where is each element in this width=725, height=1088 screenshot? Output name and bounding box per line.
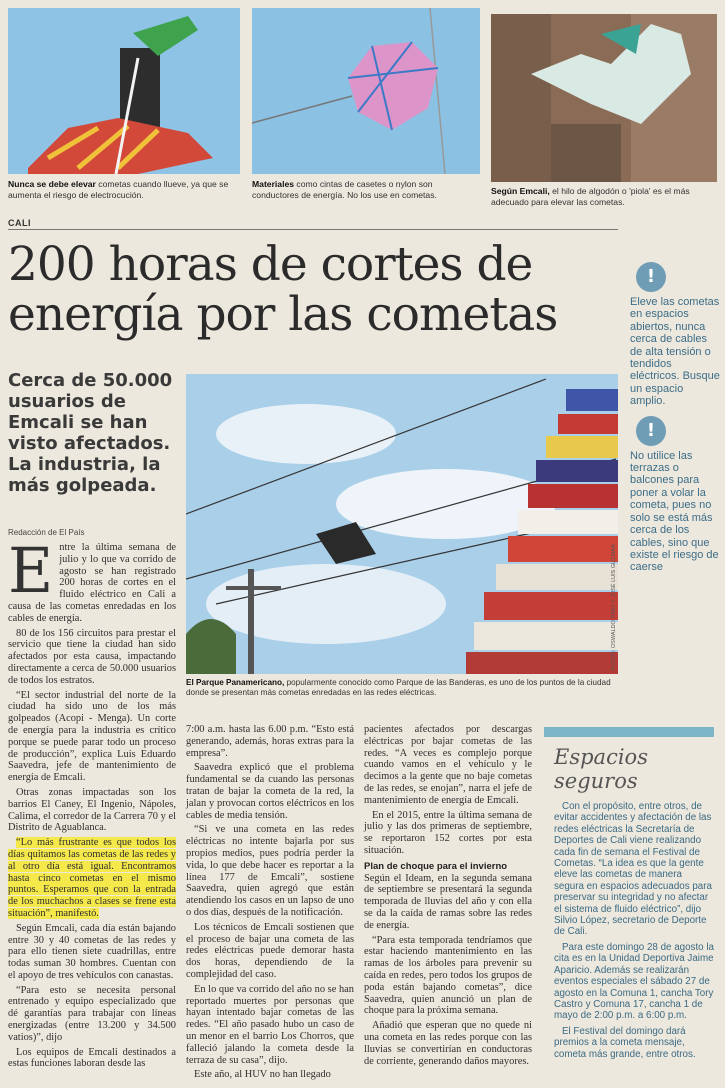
sidebar-accent-bar [544, 727, 714, 737]
exclamation-icon: ! [636, 416, 666, 446]
byline: Redacción de El País [8, 528, 85, 537]
article-paragraph: Este año, al HUV no han llegado [194, 1069, 331, 1081]
article-paragraph: “Si ve una cometa en las redes eléctricas no intente bajarla por sus propios medios, pues podría perder la vida, lo que debe hacer es reportar a la línea 177 de Emcali”, sostiene Saavedra, quien agregó que están atendiendo los casos en un lapso de uno o dos días, después de la notificación. [186, 824, 354, 918]
article-paragraph: Añadió que esperan que no quede ni una cometa en las redes porque con las lluvias se convertirían en conductoras de corriente, generando daños mayores. [364, 1020, 532, 1067]
article-paragraph: Según el Ideam, en la segunda semana de septiembre se presentará la segunda temporada de lluvias del año y con ella se da la caída de ramas sobre las redes de energía. [364, 872, 532, 931]
article-paragraph: pacientes afectados por descargas eléctricas por bajar cometas de las redes. “A veces es complejo porque cuando vamos en el vehículo y le decimos a la gente que no baje cometas de las redes, se enojan”, narra el jefe de mantenimiento de energía de Emcali. [364, 724, 532, 806]
article-paragraph: 80 de los 156 circuitos para prestar el servicio que tiene la ciudad han sido afectados por esta causa, impactando directamente a cerca de 50.000 usuarios de todos los estratos. [8, 627, 176, 686]
photo-kite-sky [252, 8, 480, 174]
article-paragraph: “Para esto se necesita personal entrenado y equipo especializado que dé garantías para trabajar con líneas energizadas (entre 13.200 y 34.500 vatios)”, dijo [8, 984, 176, 1043]
article-column-2 [186, 724, 354, 1084]
photo-caption-cotton: Según Emcali, el hilo de algodón o 'piola' es el más adecuado para elevar las cometas. [491, 186, 690, 207]
exclamation-icon: ! [636, 262, 666, 292]
sidebar-body [544, 801, 714, 1060]
tip-text: Eleve las cometas en espacios abiertos, nunca cerca de cables de alta tensión o tendidos eléctricos. Busque un espacio amplio. [630, 296, 720, 408]
article-paragraph: Los equipos de Emcali destinados a estas funciones laboran desde las [8, 1046, 176, 1070]
article-subheading: Plan de choque para el invierno [364, 860, 508, 872]
section-divider [8, 229, 618, 230]
sidebar-title: Espacios seguros [554, 745, 648, 793]
highlighted-quote: “Lo más frustrante es que todos los días quitamos las cometas de las redes y al otro día está igual. Encontramos hasta cinco cometas en el mismo puntos. Esperamos que con la entrada de los muchachos a clases se frene esta situación”, manifestó. [8, 837, 176, 919]
subheadline: Cerca de 50.000 usuarios de Emcali se han visto afectados. La industria, la más golpeada. [8, 370, 173, 496]
article-paragraph: Entre la última semana de julio y lo que va corrido de agosto se han registrado 200 horas de cortes en el fluido eléctrico en Cali a causa de las cometas enredadas en los cables de energía. [8, 534, 176, 624]
photo-kite-building [491, 14, 717, 182]
drop-cap: E [8, 534, 54, 607]
headline [8, 237, 608, 342]
article-paragraph: Otras zonas impactadas son los barrios El Caney, El Ingenio, Nápoles, Calima, el corredor de la Carrera 70 y el Distrito de Aguablanca. [8, 786, 176, 834]
headline-line-2: energía por las cometas [8, 287, 558, 342]
article-column-1 [8, 534, 176, 1073]
article-paragraph: 7:00 a.m. hasta las 6.00 p.m. “Esto está generando, además, horas extras para la empresa”. [186, 724, 354, 759]
photo-caption-materials: Materiales como cintas de casetes o nylon son conductores de energía. No los use en cometas. [252, 179, 437, 200]
article-paragraph: “El sector industrial del norte de la ciudad ha sido uno de los más golpeados (Acopi - Menga). Un corte de energía para la industria es crítico porque se puede parar todo un proceso de producción”, explica Luis Eduardo Saavedra, jefe de mantenimiento de energía de Emcali. [8, 689, 176, 784]
photo-caption-rain: Nunca se debe elevar cometas cuando llueve, ya que se aumenta el riesgo de electrocución. [8, 179, 229, 200]
section-label: CALI [8, 218, 31, 228]
sidebar-safe-spaces [544, 727, 714, 1064]
sidebar-paragraph: Para este domingo 28 de agosto la cita es en la Unidad Deportiva Jaime Aparicio. Además se realizarán eventos especiales el sábado 27 de agosto en la Comuna 1, cancha Tory Castro y Comuna 17, cancha 1 de mayo de 2:00 p.m. a 6:00 p.m. [554, 941, 714, 1022]
article-paragraph: En el 2015, entre la última semana de julio y las dos primeras de septiembre, se reportaron 152 cortes por esta situación. [364, 809, 532, 856]
article-paragraph: Saavedra explicó que el problema fundamental se da cuando las personas tratan de bajar la cometa de la red, la jalan y provocan cortos eléctricos en los cables de media tensión. [186, 762, 354, 821]
main-photo-caption: El Parque Panamericano, popularmente conocido como Parque de las Banderas, es uno de los puntos de la ciudad donde se presentan más cometas enredadas en las redes eléctricas. [186, 678, 611, 697]
sidebar-paragraph: El Festival del domingo dará premios a la cometa mensaje, cometa más grande, entre otros. [554, 1025, 696, 1060]
article-paragraph: Los técnicos de Emcali sostienen que el proceso de bajar una cometa de las redes eléctricas puede demorar hasta dos horas, dependiendo de la complejidad del caso. [186, 921, 354, 980]
photo-main-flags [186, 374, 618, 674]
article-column-3 [364, 724, 532, 1070]
photo-credit: FOTOS: OSWALDO PÁEZ Y JOSÉ LUIS GUZMÁN [611, 544, 617, 670]
headline-line-1: 200 horas de cortes de [8, 237, 533, 292]
article-paragraph: En lo que va corrido del año no se han reportado muertes por personas que hayan intentado bajar cometas de las redes. “El año pasado hubo un caso de un menor en el barrio Los Chorros, que falleció jalando la cometa desde la terraza de su casa”, dijo. [186, 983, 354, 1066]
article-paragraph: “Para esta temporada tendríamos que estar haciendo mantenimiento en las ramas de los árboles para prevenir su caída en redes, pero todos los grupos de poda están bajando cometas”, dice Saavedra, quien anunció un plan de choque para la próxima semana. [364, 934, 532, 1017]
photo-kite-on-lamp [8, 8, 240, 174]
safety-tips [630, 262, 720, 582]
tip-text: No utilice las terrazas o balcones para poner a volar la cometa, pues no solo se está más cerca de los cables, sino que existe el riesgo de caerse [630, 449, 719, 574]
article-paragraph: Según Emcali, cada día están bajando entre 30 y 40 cometas de las redes y para ello tienen siete cuadrillas, entre todas suman 30 hombres. Cuentan con el apoyo de tres vehículos con canastas. [8, 922, 176, 981]
sidebar-paragraph: Con el propósito, entre otros, de evitar accidentes y afectación de las redes eléctricas la Secretaría de Deportes de Cali viene realizando cada fin de semana el Festival de Cometas. “La idea es que la gente eleve las cometas de manera segura en espacios adecuados para preservar su integridad y no afectar el sistema de fluido eléctrico”, dijo Silvio López, secretario de Deporte de Cali. [554, 801, 712, 938]
